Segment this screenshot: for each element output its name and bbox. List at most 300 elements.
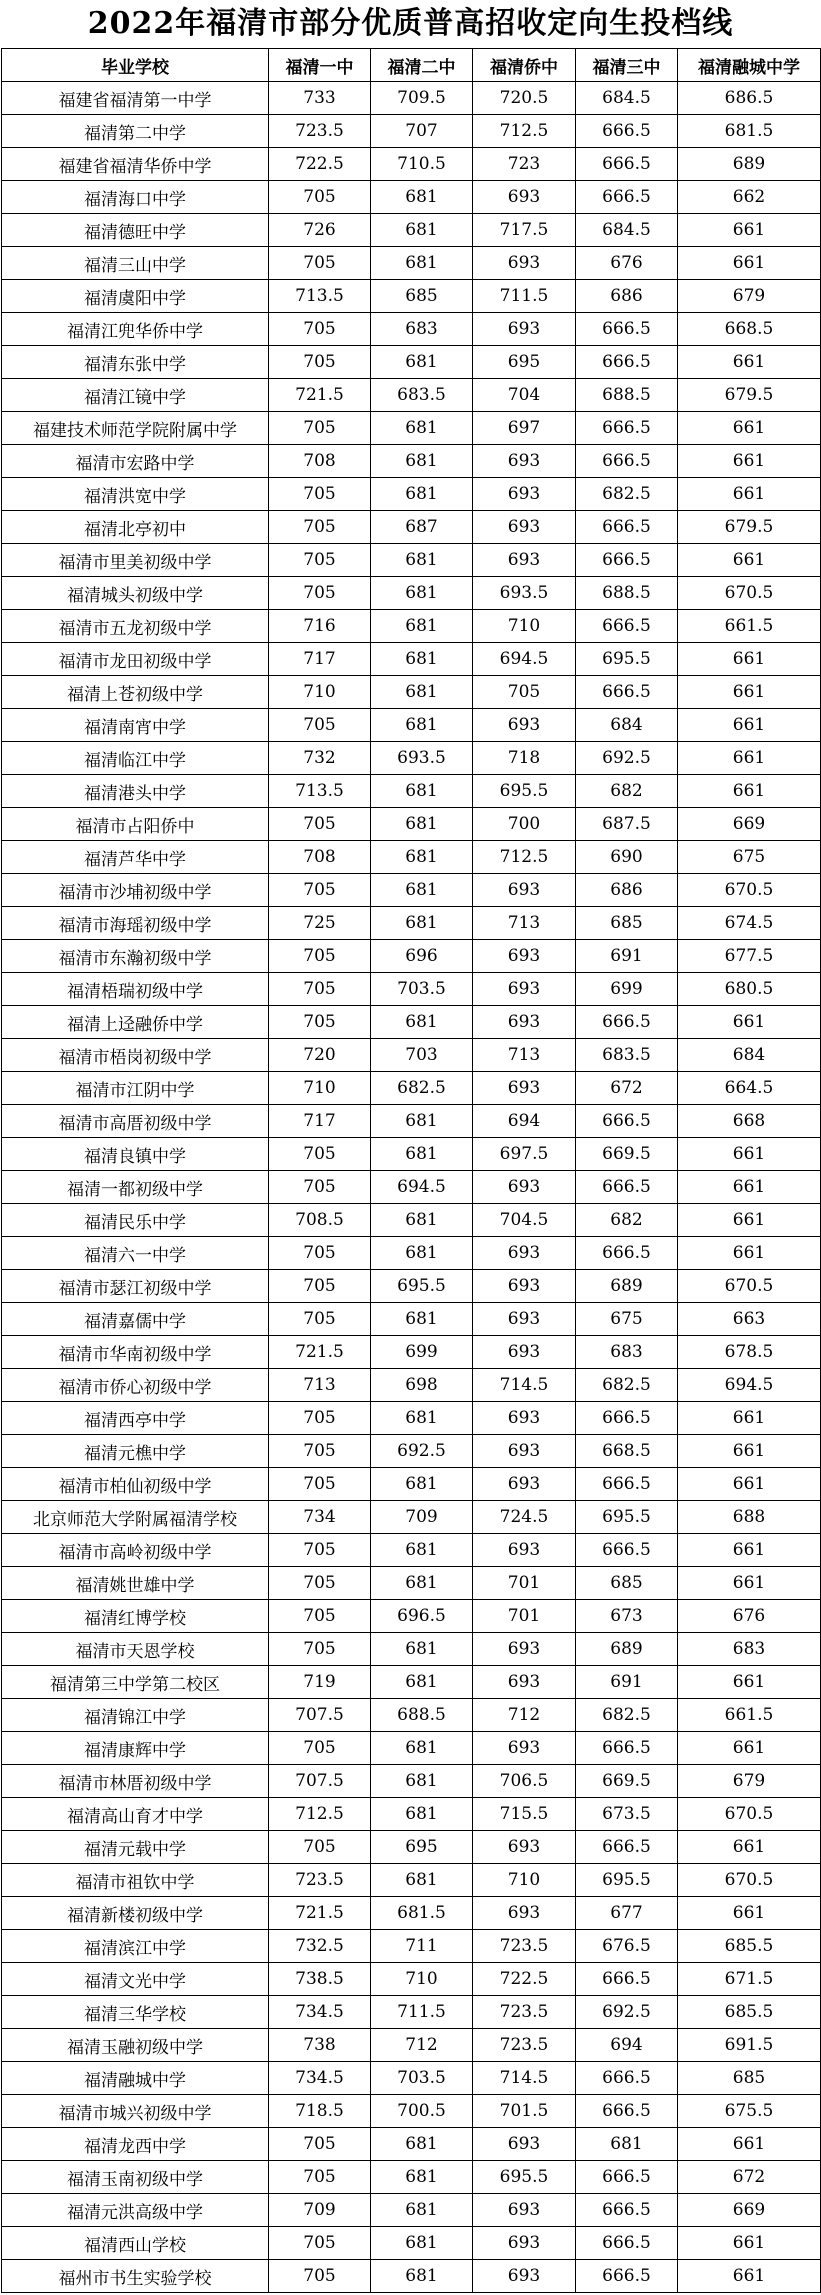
cell-fuqing-no3: 666.5	[576, 676, 678, 709]
cell-fuqing-no3: 695.5	[576, 643, 678, 676]
cell-fuqing-no2: 681	[371, 1666, 473, 1699]
cell-fuqing-no3: 666.5	[576, 2161, 678, 2194]
cell-fuqing-no1: 705	[269, 544, 371, 577]
cell-fuqing-qiaozhong: 693	[473, 2194, 576, 2227]
cell-fuqing-no1: 732.5	[269, 1930, 371, 1963]
cell-fuqing-rongcheng: 675.5	[678, 2095, 821, 2128]
cell-fuqing-no2: 681	[371, 1138, 473, 1171]
cell-fuqing-qiaozhong: 714.5	[473, 2062, 576, 2095]
cell-fuqing-no3: 677	[576, 1897, 678, 1930]
cell-fuqing-no2: 699	[371, 1336, 473, 1369]
table-row	[2, 82, 821, 115]
cell-fuqing-no1: 717	[269, 1105, 371, 1138]
cell-fuqing-no1: 708	[269, 445, 371, 478]
cell-school: 福清港头中学	[2, 775, 269, 808]
cell-fuqing-rongcheng: 661	[678, 709, 821, 742]
cell-school: 福清市宏路中学	[2, 445, 269, 478]
cell-school: 福清德旺中学	[2, 214, 269, 247]
cell-fuqing-no1: 705	[269, 1633, 371, 1666]
cell-fuqing-no3: 666.5	[576, 2227, 678, 2260]
cell-fuqing-qiaozhong: 693	[473, 874, 576, 907]
cell-fuqing-no3: 692.5	[576, 742, 678, 775]
cell-fuqing-qiaozhong: 693	[473, 181, 576, 214]
cell-fuqing-rongcheng: 670.5	[678, 1798, 821, 1831]
cell-fuqing-qiaozhong: 693	[473, 1402, 576, 1435]
cell-school: 福清市沙埔初级中学	[2, 874, 269, 907]
table-row	[2, 1138, 821, 1171]
cell-school: 福清市华南初级中学	[2, 1336, 269, 1369]
cell-fuqing-no3: 666.5	[576, 412, 678, 445]
cell-fuqing-rongcheng: 672	[678, 2161, 821, 2194]
cell-fuqing-qiaozhong: 700	[473, 808, 576, 841]
table-row	[2, 1237, 821, 1270]
cell-fuqing-no3: 695.5	[576, 1864, 678, 1897]
table-row	[2, 1765, 821, 1798]
cell-fuqing-no2: 711	[371, 1930, 473, 1963]
cell-fuqing-rongcheng: 688	[678, 1501, 821, 1534]
cell-fuqing-no1: 721.5	[269, 1336, 371, 1369]
cell-fuqing-no2: 707	[371, 115, 473, 148]
header-school: 毕业学校	[2, 49, 269, 82]
cell-school: 福清文光中学	[2, 1963, 269, 1996]
cell-fuqing-qiaozhong: 693	[473, 1468, 576, 1501]
cell-fuqing-no1: 705	[269, 2161, 371, 2194]
cell-fuqing-no1: 738.5	[269, 1963, 371, 1996]
cell-fuqing-no3: 666.5	[576, 1732, 678, 1765]
cell-school: 福清城头初级中学	[2, 577, 269, 610]
cell-fuqing-no1: 712.5	[269, 1798, 371, 1831]
cell-fuqing-no1: 705	[269, 1270, 371, 1303]
table-row	[2, 874, 821, 907]
cell-school: 福清市瑟江初级中学	[2, 1270, 269, 1303]
cell-fuqing-no3: 666.5	[576, 148, 678, 181]
cell-fuqing-no2: 709	[371, 1501, 473, 1534]
cell-fuqing-rongcheng: 661.5	[678, 1699, 821, 1732]
cell-fuqing-no1: 707.5	[269, 1765, 371, 1798]
cell-fuqing-rongcheng: 661	[678, 1402, 821, 1435]
cell-fuqing-no3: 676.5	[576, 1930, 678, 1963]
cell-fuqing-no2: 681	[371, 907, 473, 940]
cell-fuqing-no1: 713	[269, 1369, 371, 1402]
cell-fuqing-rongcheng: 677.5	[678, 940, 821, 973]
cell-fuqing-qiaozhong: 704.5	[473, 1204, 576, 1237]
cell-fuqing-rongcheng: 670.5	[678, 1864, 821, 1897]
cell-fuqing-no2: 703	[371, 1039, 473, 1072]
cell-fuqing-qiaozhong: 693	[473, 1435, 576, 1468]
cell-fuqing-no3: 688.5	[576, 577, 678, 610]
cell-fuqing-no3: 666.5	[576, 1963, 678, 1996]
cell-fuqing-qiaozhong: 693	[473, 544, 576, 577]
cell-fuqing-qiaozhong: 704	[473, 379, 576, 412]
table-row	[2, 1204, 821, 1237]
cell-fuqing-no2: 681	[371, 1864, 473, 1897]
table-row	[2, 2227, 821, 2260]
cell-fuqing-no2: 696.5	[371, 1600, 473, 1633]
cell-school: 福清市东瀚初级中学	[2, 940, 269, 973]
cell-fuqing-rongcheng: 661	[678, 742, 821, 775]
cell-fuqing-no3: 684	[576, 709, 678, 742]
cell-fuqing-no3: 666.5	[576, 1831, 678, 1864]
cell-fuqing-rongcheng: 674.5	[678, 907, 821, 940]
cell-school: 福清西山学校	[2, 2227, 269, 2260]
cell-fuqing-no1: 705	[269, 709, 371, 742]
cell-fuqing-qiaozhong: 694	[473, 1105, 576, 1138]
cell-fuqing-rongcheng: 663	[678, 1303, 821, 1336]
cell-fuqing-no3: 666.5	[576, 115, 678, 148]
cell-fuqing-no3: 682	[576, 775, 678, 808]
cell-fuqing-rongcheng: 661	[678, 1534, 821, 1567]
cell-fuqing-no1: 705	[269, 1567, 371, 1600]
cell-fuqing-no1: 723.5	[269, 1864, 371, 1897]
cell-fuqing-qiaozhong: 693	[473, 445, 576, 478]
cell-school: 福清南宵中学	[2, 709, 269, 742]
cell-fuqing-rongcheng: 661	[678, 2227, 821, 2260]
cell-fuqing-no3: 681	[576, 2128, 678, 2161]
cell-fuqing-no1: 705	[269, 1600, 371, 1633]
table-row	[2, 247, 821, 280]
cell-fuqing-rongcheng: 661.5	[678, 610, 821, 643]
cell-fuqing-no3: 668.5	[576, 1435, 678, 1468]
table-row	[2, 1171, 821, 1204]
cell-school: 福清六一中学	[2, 1237, 269, 1270]
cell-fuqing-no1: 734.5	[269, 1996, 371, 2029]
cell-fuqing-qiaozhong: 693	[473, 1006, 576, 1039]
cell-fuqing-no1: 734.5	[269, 2062, 371, 2095]
cell-fuqing-no3: 687.5	[576, 808, 678, 841]
cell-fuqing-no2: 703.5	[371, 973, 473, 1006]
cell-fuqing-qiaozhong: 722.5	[473, 1963, 576, 1996]
cell-fuqing-no1: 708.5	[269, 1204, 371, 1237]
cell-school: 福建技术师范学院附属中学	[2, 412, 269, 445]
table-row	[2, 115, 821, 148]
cell-fuqing-no1: 713.5	[269, 280, 371, 313]
cell-fuqing-no3: 666.5	[576, 511, 678, 544]
table-row	[2, 2062, 821, 2095]
cell-fuqing-no2: 681	[371, 1204, 473, 1237]
cell-fuqing-no2: 681	[371, 1534, 473, 1567]
cell-fuqing-no1: 705	[269, 346, 371, 379]
cell-fuqing-rongcheng: 664.5	[678, 1072, 821, 1105]
cell-fuqing-no1: 705	[269, 1171, 371, 1204]
cell-fuqing-no3: 666.5	[576, 346, 678, 379]
cell-fuqing-qiaozhong: 693	[473, 1897, 576, 1930]
cell-fuqing-no1: 718.5	[269, 2095, 371, 2128]
cell-fuqing-no3: 672	[576, 1072, 678, 1105]
cell-fuqing-rongcheng: 661	[678, 1567, 821, 1600]
cell-school: 福清市梧岗初级中学	[2, 1039, 269, 1072]
cell-fuqing-no2: 681	[371, 445, 473, 478]
cell-fuqing-rongcheng: 661	[678, 1171, 821, 1204]
cell-fuqing-no3: 666.5	[576, 1006, 678, 1039]
cell-fuqing-qiaozhong: 693	[473, 709, 576, 742]
cell-fuqing-no2: 683	[371, 313, 473, 346]
cell-fuqing-rongcheng: 661	[678, 445, 821, 478]
cell-fuqing-no1: 705	[269, 2260, 371, 2293]
cell-fuqing-qiaozhong: 705	[473, 676, 576, 709]
table-row	[2, 2161, 821, 2194]
cell-fuqing-no2: 681	[371, 1237, 473, 1270]
table-row	[2, 2095, 821, 2128]
table-row	[2, 313, 821, 346]
cell-fuqing-no3: 676	[576, 247, 678, 280]
cell-fuqing-no2: 681	[371, 1303, 473, 1336]
header-fuqing-no1: 福清一中	[269, 49, 371, 82]
cell-school: 福清元洪高级中学	[2, 2194, 269, 2227]
table-row	[2, 1501, 821, 1534]
cell-fuqing-no1: 733	[269, 82, 371, 115]
cell-fuqing-no3: 666.5	[576, 313, 678, 346]
cell-school: 福清高山育才中学	[2, 1798, 269, 1831]
cell-fuqing-no3: 666.5	[576, 181, 678, 214]
table-row	[2, 2260, 821, 2293]
cell-fuqing-rongcheng: 661	[678, 2128, 821, 2161]
cell-fuqing-no3: 684.5	[576, 82, 678, 115]
cell-fuqing-qiaozhong: 701	[473, 1567, 576, 1600]
cell-fuqing-qiaozhong: 724.5	[473, 1501, 576, 1534]
table-row	[2, 214, 821, 247]
cell-fuqing-no2: 695.5	[371, 1270, 473, 1303]
cell-school: 福清市柏仙初级中学	[2, 1468, 269, 1501]
cell-fuqing-qiaozhong: 713	[473, 1039, 576, 1072]
cell-fuqing-no1: 705	[269, 247, 371, 280]
cell-fuqing-no2: 711.5	[371, 1996, 473, 2029]
cell-fuqing-qiaozhong: 717.5	[473, 214, 576, 247]
cell-school: 福清元载中学	[2, 1831, 269, 1864]
cell-fuqing-no3: 666.5	[576, 2194, 678, 2227]
cell-fuqing-rongcheng: 662	[678, 181, 821, 214]
cell-fuqing-rongcheng: 681.5	[678, 115, 821, 148]
table-row	[2, 1534, 821, 1567]
table-row	[2, 478, 821, 511]
cell-fuqing-no1: 705	[269, 412, 371, 445]
cell-fuqing-no3: 695.5	[576, 1501, 678, 1534]
table-row	[2, 1930, 821, 1963]
cell-fuqing-no3: 666.5	[576, 544, 678, 577]
table-row	[2, 1567, 821, 1600]
cell-fuqing-rongcheng: 661	[678, 676, 821, 709]
cell-school: 福清市龙田初级中学	[2, 643, 269, 676]
cell-fuqing-rongcheng: 661	[678, 1204, 821, 1237]
cell-school: 福清市祖钦中学	[2, 1864, 269, 1897]
table-row	[2, 445, 821, 478]
table-row	[2, 511, 821, 544]
cell-fuqing-no1: 717	[269, 643, 371, 676]
cell-fuqing-qiaozhong: 713	[473, 907, 576, 940]
table-row	[2, 148, 821, 181]
table-row	[2, 1435, 821, 1468]
cell-fuqing-no2: 681	[371, 478, 473, 511]
cell-fuqing-rongcheng: 694.5	[678, 1369, 821, 1402]
cell-fuqing-rongcheng: 676	[678, 1600, 821, 1633]
cell-fuqing-qiaozhong: 695	[473, 346, 576, 379]
cell-fuqing-no2: 693.5	[371, 742, 473, 775]
cell-fuqing-no2: 681	[371, 808, 473, 841]
table-row	[2, 1303, 821, 1336]
table-row	[2, 1039, 821, 1072]
cell-fuqing-no2: 681	[371, 1006, 473, 1039]
cell-fuqing-rongcheng: 661	[678, 1435, 821, 1468]
cell-fuqing-no2: 685	[371, 280, 473, 313]
table-row	[2, 181, 821, 214]
cell-fuqing-qiaozhong: 695.5	[473, 2161, 576, 2194]
cell-fuqing-qiaozhong: 697	[473, 412, 576, 445]
cell-fuqing-no1: 725	[269, 907, 371, 940]
cell-school: 福清锦江中学	[2, 1699, 269, 1732]
table-row	[2, 676, 821, 709]
cell-fuqing-no3: 666.5	[576, 2260, 678, 2293]
cell-fuqing-no3: 666.5	[576, 1534, 678, 1567]
cell-fuqing-no3: 666.5	[576, 1237, 678, 1270]
cell-fuqing-rongcheng: 661	[678, 643, 821, 676]
cell-school: 福清民乐中学	[2, 1204, 269, 1237]
cell-school: 福清龙西中学	[2, 2128, 269, 2161]
cell-fuqing-no3: 691	[576, 1666, 678, 1699]
cell-fuqing-no1: 726	[269, 214, 371, 247]
cell-fuqing-no2: 703.5	[371, 2062, 473, 2095]
cell-fuqing-qiaozhong: 693	[473, 1633, 576, 1666]
cell-fuqing-qiaozhong: 718	[473, 742, 576, 775]
cell-school: 福清三华学校	[2, 1996, 269, 2029]
cell-fuqing-no3: 685	[576, 1567, 678, 1600]
cell-fuqing-rongcheng: 685.5	[678, 1930, 821, 1963]
cell-fuqing-qiaozhong: 701	[473, 1600, 576, 1633]
table-row	[2, 1996, 821, 2029]
cell-fuqing-rongcheng: 661	[678, 247, 821, 280]
cell-fuqing-no2: 681.5	[371, 1897, 473, 1930]
cell-fuqing-rongcheng: 691.5	[678, 2029, 821, 2062]
score-table	[1, 48, 821, 2293]
cell-fuqing-no1: 721.5	[269, 1897, 371, 1930]
cell-fuqing-no2: 681	[371, 1765, 473, 1798]
cell-school: 福清临江中学	[2, 742, 269, 775]
cell-fuqing-qiaozhong: 712.5	[473, 841, 576, 874]
cell-fuqing-rongcheng: 661	[678, 1006, 821, 1039]
cell-fuqing-no2: 681	[371, 1105, 473, 1138]
cell-school: 福清融城中学	[2, 2062, 269, 2095]
cell-fuqing-no1: 705	[269, 1402, 371, 1435]
cell-fuqing-no1: 719	[269, 1666, 371, 1699]
table-row	[2, 1864, 821, 1897]
cell-school: 福清市高岭初级中学	[2, 1534, 269, 1567]
cell-fuqing-rongcheng: 684	[678, 1039, 821, 1072]
cell-fuqing-no3: 684.5	[576, 214, 678, 247]
table-header-row	[2, 49, 821, 82]
cell-fuqing-no1: 705	[269, 1468, 371, 1501]
cell-fuqing-no1: 707.5	[269, 1699, 371, 1732]
cell-fuqing-rongcheng: 668	[678, 1105, 821, 1138]
table-row	[2, 2128, 821, 2161]
cell-fuqing-no2: 709.5	[371, 82, 473, 115]
cell-fuqing-no1: 734	[269, 1501, 371, 1534]
cell-fuqing-no2: 681	[371, 1633, 473, 1666]
cell-school: 福清市占阳侨中	[2, 808, 269, 841]
cell-fuqing-qiaozhong: 693	[473, 1072, 576, 1105]
cell-fuqing-no1: 705	[269, 1534, 371, 1567]
cell-school: 福清玉南初级中学	[2, 2161, 269, 2194]
cell-fuqing-rongcheng: 669	[678, 2194, 821, 2227]
cell-fuqing-no2: 681	[371, 181, 473, 214]
cell-school: 福清上迳融侨中学	[2, 1006, 269, 1039]
cell-fuqing-no2: 681	[371, 2227, 473, 2260]
cell-school: 福清江兜华侨中学	[2, 313, 269, 346]
cell-fuqing-rongcheng: 661	[678, 214, 821, 247]
cell-fuqing-qiaozhong: 711.5	[473, 280, 576, 313]
cell-fuqing-no1: 708	[269, 841, 371, 874]
table-row	[2, 1963, 821, 1996]
cell-fuqing-no2: 683.5	[371, 379, 473, 412]
cell-fuqing-no2: 681	[371, 643, 473, 676]
cell-fuqing-no1: 732	[269, 742, 371, 775]
cell-fuqing-no2: 681	[371, 1468, 473, 1501]
table-row	[2, 1336, 821, 1369]
cell-school: 福清市里美初级中学	[2, 544, 269, 577]
cell-fuqing-no1: 705	[269, 478, 371, 511]
cell-fuqing-rongcheng: 679	[678, 1765, 821, 1798]
cell-fuqing-qiaozhong: 693	[473, 1270, 576, 1303]
cell-fuqing-no3: 682.5	[576, 1699, 678, 1732]
page-title: 2022年福清市部分优质普高招收定向生投档线	[87, 6, 734, 41]
cell-fuqing-qiaozhong: 693	[473, 511, 576, 544]
cell-fuqing-rongcheng: 669	[678, 808, 821, 841]
cell-fuqing-qiaozhong: 714.5	[473, 1369, 576, 1402]
cell-fuqing-qiaozhong: 710	[473, 610, 576, 643]
cell-fuqing-no1: 705	[269, 973, 371, 1006]
cell-fuqing-qiaozhong: 712	[473, 1699, 576, 1732]
cell-fuqing-no2: 694.5	[371, 1171, 473, 1204]
cell-fuqing-no2: 681	[371, 346, 473, 379]
cell-fuqing-rongcheng: 661	[678, 346, 821, 379]
cell-fuqing-no3: 689	[576, 1270, 678, 1303]
cell-school: 福清滨江中学	[2, 1930, 269, 1963]
cell-fuqing-no3: 666.5	[576, 610, 678, 643]
cell-fuqing-no3: 683	[576, 1336, 678, 1369]
cell-fuqing-qiaozhong: 693	[473, 1732, 576, 1765]
cell-fuqing-no3: 689	[576, 1633, 678, 1666]
cell-school: 北京师范大学附属福清学校	[2, 1501, 269, 1534]
cell-fuqing-qiaozhong: 693	[473, 1831, 576, 1864]
cell-school: 福清康辉中学	[2, 1732, 269, 1765]
cell-school: 福清市林厝初级中学	[2, 1765, 269, 1798]
table-row	[2, 1666, 821, 1699]
cell-fuqing-rongcheng: 679.5	[678, 511, 821, 544]
cell-fuqing-qiaozhong: 720.5	[473, 82, 576, 115]
cell-fuqing-no2: 681	[371, 775, 473, 808]
cell-school: 福清市江阴中学	[2, 1072, 269, 1105]
table-row	[2, 973, 821, 1006]
cell-fuqing-no2: 712	[371, 2029, 473, 2062]
cell-fuqing-no3: 686	[576, 280, 678, 313]
cell-fuqing-qiaozhong: 693.5	[473, 577, 576, 610]
cell-fuqing-no2: 681	[371, 2161, 473, 2194]
cell-fuqing-qiaozhong: 693	[473, 1171, 576, 1204]
cell-fuqing-no1: 705	[269, 511, 371, 544]
cell-fuqing-rongcheng: 679	[678, 280, 821, 313]
cell-fuqing-no3: 694	[576, 2029, 678, 2062]
cell-school: 福建省福清华侨中学	[2, 148, 269, 181]
cell-fuqing-qiaozhong: 715.5	[473, 1798, 576, 1831]
cell-fuqing-rongcheng: 668.5	[678, 313, 821, 346]
cell-school: 福州市书生实验学校	[2, 2260, 269, 2293]
cell-fuqing-no1: 705	[269, 1435, 371, 1468]
cell-fuqing-no1: 738	[269, 2029, 371, 2062]
cell-fuqing-rongcheng: 661	[678, 2260, 821, 2293]
cell-fuqing-no1: 705	[269, 2128, 371, 2161]
table-row	[2, 775, 821, 808]
cell-school: 福清东张中学	[2, 346, 269, 379]
cell-fuqing-no2: 681	[371, 1402, 473, 1435]
table-row	[2, 346, 821, 379]
cell-fuqing-no2: 681	[371, 610, 473, 643]
